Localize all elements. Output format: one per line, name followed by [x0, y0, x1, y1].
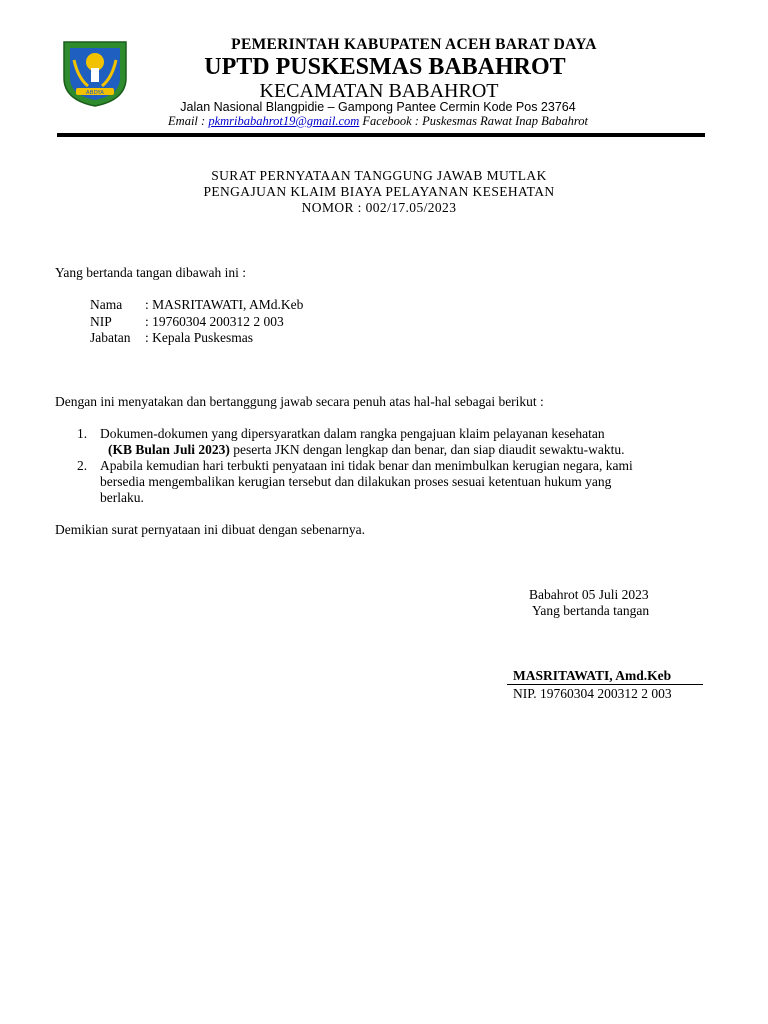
item-2-line2: bersedia mengembalikan kerugian tersebut dan dilakukan proses sesuai ketentuan hukum yang [100, 474, 612, 489]
identity-name-row [90, 297, 303, 313]
nip-value: : 19760304 200312 2 003 [145, 314, 284, 329]
doc-title-line2: PENGAJUAN KLAIM BIAYA PELAYANAN KESEHATAN [203, 184, 555, 199]
closing-text: Demikian surat pernyataan ini dibuat dengan sebenarnya. [55, 522, 366, 537]
name-value: : MASRITAWATI, AMd.Keb [145, 297, 304, 312]
item-1-line2 [108, 442, 625, 458]
doc-title-line1: SURAT PERNYATAAN TANGGUNG JAWAB MUTLAK [211, 168, 547, 183]
item-2-line1: Apabila kemudian hari terbukti penyataan ini tidak benar dan menimbulkan kerugian negara, kami [100, 458, 633, 473]
identity-position-row [90, 330, 253, 346]
letterhead-address: Jalan Nasional Blangpidie – Gampong Pantee Cermin Kode Pos 23764 [180, 100, 576, 114]
logo-ribbon-text: ABDYA [85, 90, 105, 96]
name-label: Nama [90, 297, 123, 312]
position-label: Jabatan [90, 330, 131, 345]
item-2-number: 2. [77, 458, 88, 473]
item-1-line1: Dokumen-dokumen yang dipersyaratkan dalam rangka pengajuan klaim pelayanan kesehatan [100, 426, 605, 441]
identity-nip-row [90, 314, 284, 330]
letterhead-divider [57, 133, 705, 137]
signer-nip: NIP. 19760304 200312 2 003 [513, 686, 672, 701]
letterhead-district: KECAMATAN BABAHROT [259, 80, 499, 102]
nip-label: NIP [90, 314, 112, 329]
item-1-rest: peserta JKN dengan lengkap dan benar, dan siap diaudit sewaktu-waktu. [229, 442, 625, 457]
intro-text: Yang bertanda tangan dibawah ini : [55, 265, 246, 280]
signer-name: MASRITAWATI, Amd.Keb [513, 668, 672, 683]
letterhead-institution: UPTD PUSKESMAS BABAHROT [204, 54, 566, 80]
signature-place-date: Babahrot 05 Juli 2023 [529, 587, 649, 602]
item-1-period: (KB Bulan Juli 2023) [108, 442, 230, 457]
letterhead-government: PEMERINTAH KABUPATEN ACEH BARAT DAYA [231, 36, 597, 53]
signature-role: Yang bertanda tangan [532, 603, 650, 618]
item-2-line3: berlaku. [100, 490, 144, 505]
item-1-number: 1. [77, 426, 88, 441]
letterhead-contact [0, 114, 756, 129]
statement-intro: Dengan ini menyatakan dan bertanggung jawab secara penuh atas hal-hal sebagai berikut : [55, 394, 544, 409]
email-link[interactable]: pkmribabahrot19@gmail.com [208, 114, 360, 128]
facebook-text: Facebook : Puskesmas Rawat Inap Babahrot [362, 114, 588, 128]
position-value: : Kepala Puskesmas [145, 330, 253, 345]
signature-underline [507, 684, 703, 685]
doc-number: NOMOR : 002/17.05/2023 [301, 200, 457, 215]
email-label: Email : [168, 114, 206, 128]
